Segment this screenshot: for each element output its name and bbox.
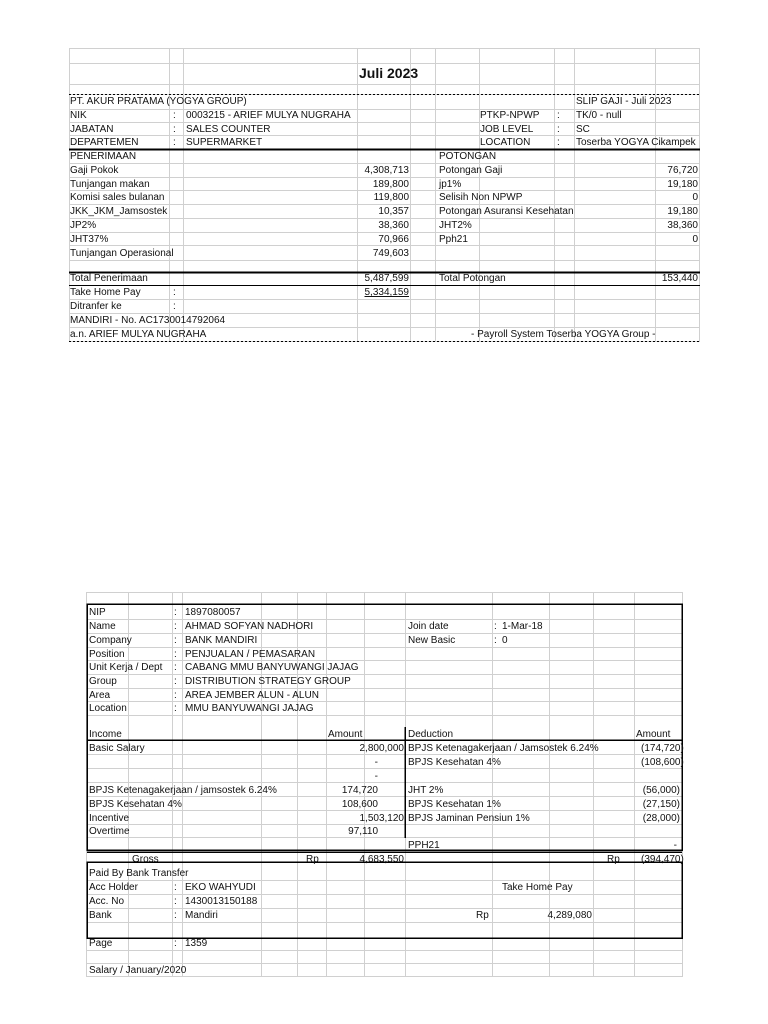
- income-header: Income: [89, 729, 122, 740]
- thp-label: Take Home Pay: [502, 882, 573, 893]
- deduction-value: (108,600): [641, 757, 684, 768]
- deduction-value: (56,000): [642, 785, 680, 796]
- deduction-label: BPJS Jaminan Pensiun 1%: [408, 813, 530, 824]
- info-label: Name: [89, 621, 116, 632]
- info-label: NIP: [89, 607, 106, 618]
- deduction-label: Potongan Gaji: [439, 165, 503, 176]
- deduction-label: jp1%: [439, 179, 462, 190]
- deduction-label: BPJS Kesehatan 4%: [408, 757, 501, 768]
- earning-value: 189,800: [372, 179, 409, 190]
- deduction-label: PPH21: [408, 840, 440, 851]
- info-value: DISTRIBUTION STRATEGY GROUP: [185, 676, 351, 687]
- slip1-title: Juli 2023: [359, 65, 419, 81]
- colon: :: [174, 938, 177, 949]
- potongan-header: POTONGAN: [439, 151, 497, 162]
- jabatan-value: SALES COUNTER: [186, 124, 271, 135]
- location-label: LOCATION: [480, 137, 531, 148]
- colon: :: [173, 137, 176, 148]
- page-label: Page: [89, 938, 113, 949]
- colon: :: [494, 621, 497, 632]
- deduction-value: -: [673, 840, 677, 851]
- earning-value: 10,357: [378, 206, 409, 217]
- salary-period: Salary / January/2020: [89, 965, 187, 976]
- gross-value: 4,683,550: [359, 854, 404, 865]
- acc-holder-label: Acc Holder: [89, 882, 138, 893]
- colon: :: [494, 635, 497, 646]
- joblevel-label: JOB LEVEL: [480, 124, 534, 135]
- deduction-value: (27,150): [642, 799, 680, 810]
- info-label: Area: [89, 690, 111, 701]
- colon: :: [174, 635, 177, 646]
- thp-label: Take Home Pay: [70, 287, 141, 298]
- colon: :: [557, 137, 560, 148]
- colon: :: [174, 882, 177, 893]
- paid-by-label: Paid By Bank Transfer: [89, 868, 189, 879]
- slip-title: SLIP GAJI - Juli 2023: [576, 96, 672, 107]
- location-value: Toserba YOGYA Cikampek: [576, 137, 696, 148]
- total-penerimaan-value: 5,487,599: [364, 273, 409, 284]
- bank-account-line: MANDIRI - No. AC1730014792064: [70, 315, 226, 326]
- income-value: 97,110: [348, 826, 378, 837]
- payslip-january-2020: [86, 592, 683, 977]
- income-label: Basic Salary: [89, 743, 145, 754]
- page-value: 1359: [185, 938, 208, 949]
- total-potongan-value: 153,440: [661, 273, 698, 284]
- info-label: Position: [89, 649, 125, 660]
- colon: :: [173, 110, 176, 121]
- gross-label: Gross: [132, 854, 159, 865]
- colon: :: [173, 301, 176, 312]
- amount-header-deduction: Amount: [636, 729, 671, 740]
- colon: :: [174, 607, 177, 618]
- income-value: 108,600: [341, 799, 378, 810]
- earning-label: Tunjangan Operasional: [70, 248, 174, 259]
- earning-label: Gaji Pokok: [70, 165, 119, 176]
- ptkp-value: TK/0 - null: [576, 110, 622, 121]
- info-value: AHMAD SOFYAN NADHORI: [185, 621, 314, 632]
- deduction-value: 0: [692, 192, 698, 203]
- info-value: MMU BANYUWANGI JAJAG: [185, 703, 314, 714]
- income-value: -: [374, 757, 378, 768]
- deduction-value: (174,720): [641, 743, 684, 754]
- payroll-footer: - Payroll System Toserba YOGYA Group -: [471, 329, 656, 340]
- info-label: Unit Kerja / Dept: [89, 662, 163, 673]
- colon: :: [174, 690, 177, 701]
- info-label: Group: [89, 676, 117, 687]
- colon: :: [174, 662, 177, 673]
- deduction-label: Potongan Asuransi Kesehatan: [439, 206, 574, 217]
- acc-holder-value: EKO WAHYUDI: [185, 882, 256, 893]
- deduction-label: BPJS Kesehatan 1%: [408, 799, 501, 810]
- earning-label: Tunjangan makan: [70, 179, 150, 190]
- penerimaan-header: PENERIMAAN: [70, 151, 137, 162]
- deduction-label: BPJS Ketenagakerjaan / Jamsostek 6.24%: [408, 743, 599, 754]
- deduction-label: Pph21: [439, 234, 468, 245]
- colon: :: [173, 124, 176, 135]
- colon: :: [174, 649, 177, 660]
- income-label: Incentive: [89, 813, 130, 824]
- company-name: PT. AKUR PRATAMA (YOGYA GROUP): [70, 96, 247, 107]
- info-value: 1897080057: [185, 607, 241, 618]
- amount-header: Amount: [328, 729, 363, 740]
- earning-value: 70,966: [378, 234, 409, 245]
- new-basic-value: 0: [502, 635, 508, 646]
- thp-value: 5,334,159: [364, 287, 409, 298]
- payslip-juli-2023: [69, 48, 700, 342]
- acc-no-label: Acc. No: [89, 896, 125, 907]
- income-value: 2,800,000: [359, 743, 404, 754]
- earning-value: 119,800: [373, 192, 409, 203]
- info-value: AREA JEMBER ALUN - ALUN: [185, 690, 319, 701]
- income-label: BPJS Kesehatan 4%: [89, 799, 182, 810]
- colon: :: [174, 703, 177, 714]
- deduction-label: Selisih Non NPWP: [439, 192, 523, 203]
- income-label: BPJS Ketenagakerjaan / jamsostek 6.24%: [89, 785, 277, 796]
- colon: :: [174, 910, 177, 921]
- info-label: Location: [89, 703, 127, 714]
- deduction-value: (28,000): [642, 813, 680, 824]
- bank-value: Mandiri: [185, 910, 218, 921]
- colon: :: [557, 110, 560, 121]
- deduction-label: JHT 2%: [408, 785, 444, 796]
- deduction-value: 19,180: [667, 179, 698, 190]
- new-basic-label: New Basic: [408, 635, 456, 646]
- earning-value: 38,360: [378, 220, 409, 231]
- jabatan-label: JABATAN: [70, 124, 114, 135]
- income-label: Overtime: [89, 826, 130, 837]
- deduction-value: 19,180: [667, 206, 698, 217]
- colon: :: [174, 621, 177, 632]
- total-potongan-label: Total Potongan: [439, 273, 506, 284]
- deduction-value: 76,720: [667, 165, 698, 176]
- colon: :: [174, 676, 177, 687]
- deduction-value: 0: [692, 234, 698, 245]
- info-value: CABANG MMU BANYUWANGI JAJAG: [185, 662, 359, 673]
- nik-label: NIK: [70, 110, 87, 121]
- currency-label: Rp: [607, 854, 620, 865]
- currency-label: Rp: [476, 910, 489, 921]
- deduction-label: JHT2%: [439, 220, 472, 231]
- info-label: Company: [89, 635, 132, 646]
- departemen-label: DEPARTEMEN: [70, 137, 139, 148]
- deduction-header: Deduction: [408, 729, 454, 740]
- joblevel-value: SC: [576, 124, 590, 135]
- colon: :: [173, 287, 176, 298]
- currency-label: Rp: [306, 854, 319, 865]
- deduction-total: (394,470): [641, 854, 684, 865]
- departemen-value: SUPERMARKET: [186, 137, 263, 148]
- join-date-label: Join date: [408, 621, 449, 632]
- nik-value: 0003215 - ARIEF MULYA NUGRAHA: [186, 110, 351, 121]
- thp-value: 4,289,080: [547, 910, 592, 921]
- colon: :: [557, 124, 560, 135]
- total-penerimaan-label: Total Penerimaan: [70, 273, 148, 284]
- acc-no-value: 1430013150188: [185, 896, 258, 907]
- deduction-value: 38,360: [667, 220, 698, 231]
- earning-label: JKK_JKM_Jamsostek: [70, 206, 168, 217]
- earning-label: JHT37%: [70, 234, 109, 245]
- join-date-value: 1-Mar-18: [502, 621, 543, 632]
- earning-value: 749,603: [372, 248, 409, 259]
- earning-label: Komisi sales bulanan: [70, 192, 165, 203]
- income-value: 174,720: [341, 785, 378, 796]
- bank-label: Bank: [89, 910, 112, 921]
- account-name-line: a.n. ARIEF MULYA NUGRAHA: [70, 329, 207, 340]
- info-value: BANK MANDIRI: [185, 635, 258, 646]
- income-value: 1,503,120: [359, 813, 404, 824]
- ditranfer-label: Ditranfer ke: [70, 301, 122, 312]
- info-value: PENJUALAN / PEMASARAN: [185, 649, 316, 660]
- ptkp-label: PTKP-NPWP: [480, 110, 540, 121]
- earning-value: 4,308,713: [364, 165, 409, 176]
- income-value: -: [374, 771, 378, 782]
- earning-label: JP2%: [70, 220, 97, 231]
- colon: :: [174, 896, 177, 907]
